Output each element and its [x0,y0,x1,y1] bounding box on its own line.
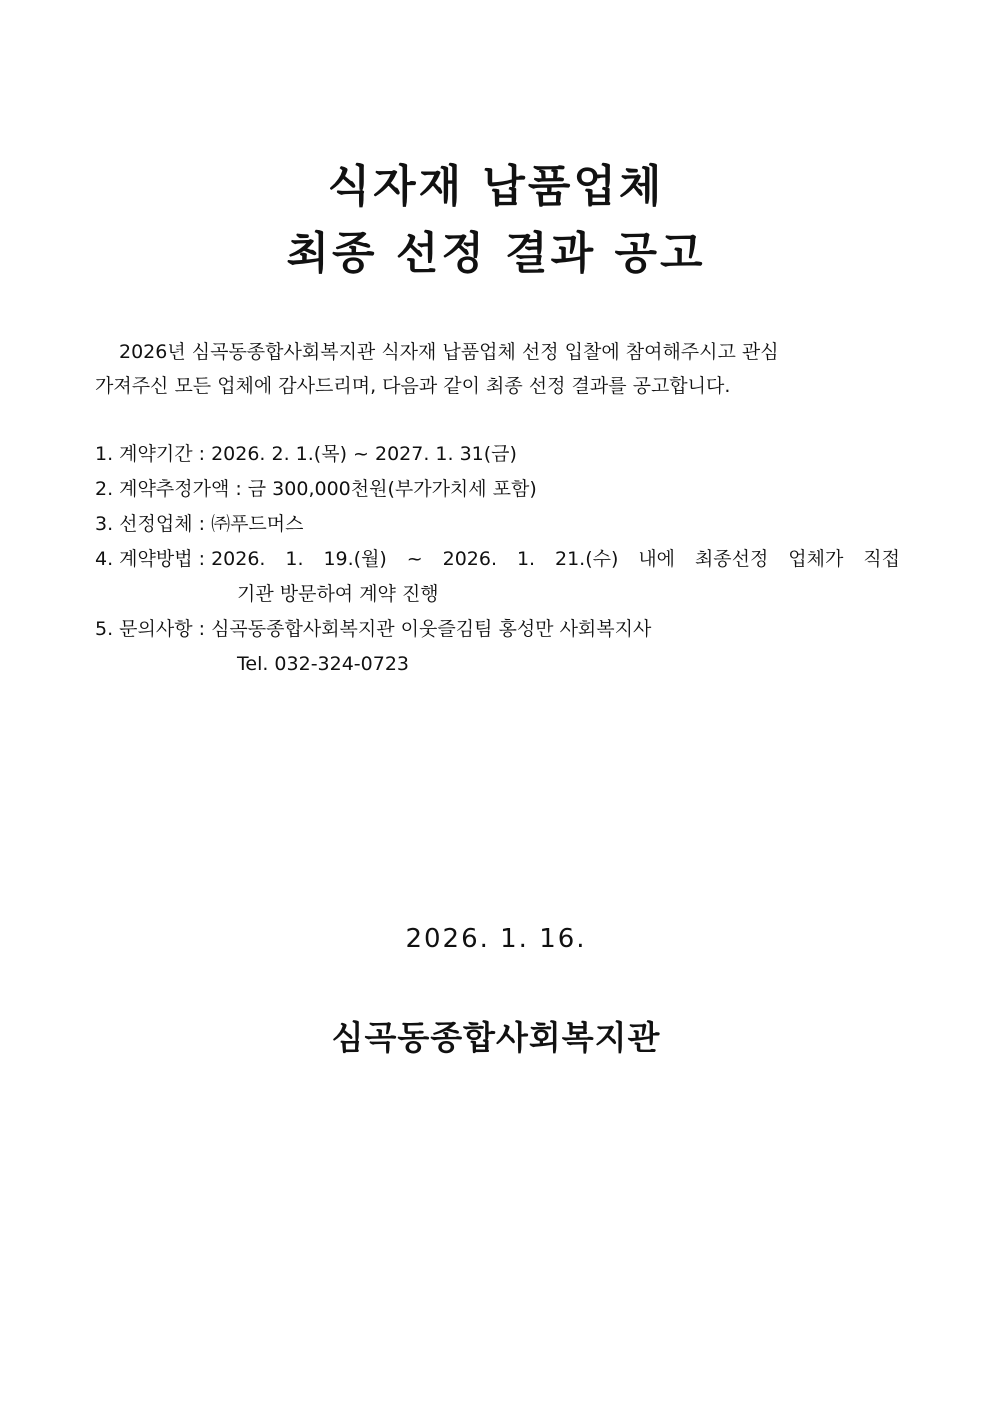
item-inquiry [95,612,900,647]
item-label: 1. 계약기간 : [95,443,212,465]
item-value: 2026. 1. 19.(월) ~ 2026. 1. 21.(수) 내에 최종선정 업체가 직접 [211,548,900,570]
item-label: 4. 계약방법 : [95,548,212,570]
item-value: 2026. 2. 1.(목) ~ 2027. 1. 31(금) [211,443,517,465]
issuing-organization: 심곡동종합사회복지관 [331,1018,661,1057]
notice-items-list [95,437,900,682]
item-contract-method-continuation: 기관 방문하여 계약 진행 [237,583,439,605]
notice-title-line-2: 최종 선정 결과 공고 [286,228,706,279]
item-label: 5. 문의사항 : [95,618,212,640]
notice-date: 2026. 1. 16. [405,924,587,954]
item-selected-vendor [95,507,900,542]
intro-paragraph [95,335,900,403]
intro-line-2: 가져주신 모든 업체에 감사드리며, 다음과 같이 최종 선정 결과를 공고합니다. [95,375,731,397]
item-value: 심곡동종합사회복지관 이웃즐김팀 홍성만 사회복지사 [211,618,652,640]
item-label: 2. 계약추정가액 : [95,478,248,500]
intro-line-1: 2026년 심곡동종합사회복지관 식자재 납품업체 선정 입찰에 참여해주시고 관심 [119,341,779,363]
item-inquiry-phone: Tel. 032-324-0723 [237,653,410,675]
item-label: 3. 선정업체 : [95,513,212,535]
item-value: ㈜푸드머스 [211,513,304,535]
notice-title-line-1: 식자재 납품업체 [327,161,665,212]
item-value: 금 300,000천원(부가가치세 포함) [247,478,537,500]
item-contract-period [95,437,900,472]
item-estimated-amount [95,472,900,507]
item-contract-method [95,542,900,577]
